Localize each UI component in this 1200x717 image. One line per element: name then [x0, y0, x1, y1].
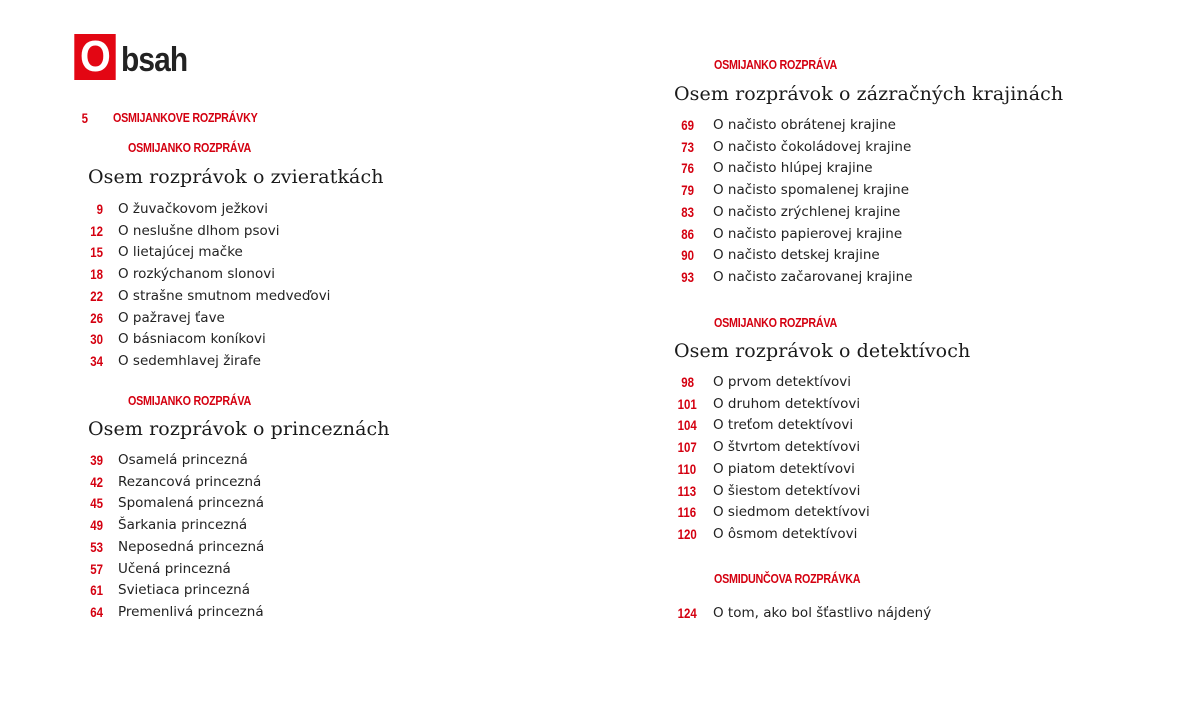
page-number: 61 [90, 582, 103, 599]
toc-list [674, 602, 931, 624]
toc-entry[interactable] [73, 242, 330, 264]
toc-entry[interactable] [674, 480, 870, 502]
toc-entry[interactable] [674, 393, 870, 415]
toc-entry[interactable] [674, 179, 913, 201]
toc-entry[interactable] [73, 601, 264, 623]
entry-title: O neslušne dlhom psovi [118, 222, 280, 239]
toc-entry[interactable] [674, 415, 870, 437]
entry-title: O tom, ako bol šťastlivo nájdený [713, 604, 932, 621]
toc-entry[interactable] [73, 471, 264, 493]
toc-list [73, 198, 330, 372]
entry-title: O načisto hlúpej krajine [713, 160, 873, 177]
toc-entry[interactable] [73, 329, 330, 351]
toc-entry[interactable] [674, 602, 931, 624]
page-number: 45 [90, 495, 103, 512]
page-number: 12 [90, 222, 103, 239]
page-number: 39 [90, 451, 103, 468]
section-title: Osem rozprávok o zázračných krajinách [674, 83, 1064, 105]
page-number: 124 [677, 604, 697, 621]
page-number: 93 [681, 269, 694, 286]
entry-title: O siedmom detektívovi [713, 504, 870, 521]
toc-entry[interactable] [73, 307, 330, 329]
entry-title: O načisto spomalenej krajine [713, 182, 910, 199]
entry-title: O žuvačkovom ježkovi [118, 200, 269, 217]
entry-title: O načisto papierovej krajine [713, 225, 903, 242]
page-number: 110 [677, 460, 697, 477]
page-number: 30 [90, 331, 103, 348]
title-rest: bsah [121, 41, 188, 79]
page-number: 9 [96, 200, 103, 217]
page-number: 42 [90, 473, 103, 490]
entry-title: Spomalená princezná [118, 495, 265, 512]
toc-entry[interactable] [73, 558, 264, 580]
page-number: 116 [677, 504, 697, 521]
entry-title: O rozkýchanom slonovi [118, 266, 275, 283]
page-number: 79 [681, 182, 694, 199]
section-label: OSMIJANKO ROZPRÁVA [128, 394, 251, 408]
entry-title: O šiestom detektívovi [713, 482, 861, 499]
toc-entry[interactable] [674, 136, 913, 158]
page-number: 113 [677, 482, 697, 499]
intro-entry [58, 107, 281, 129]
toc-list [73, 449, 264, 623]
page-number: 5 [81, 109, 88, 126]
page-number: 107 [677, 439, 697, 456]
section-title: Osem rozprávok o detektívoch [674, 340, 971, 362]
page-number: 69 [681, 116, 694, 133]
toc-entry[interactable] [674, 245, 913, 267]
toc-entry[interactable] [674, 158, 913, 180]
toc-entry[interactable] [674, 436, 870, 458]
page-number: 90 [681, 247, 694, 264]
toc-entry[interactable] [73, 493, 264, 515]
page-number: 73 [681, 138, 694, 155]
toc-entry[interactable] [73, 198, 330, 220]
toc-entry[interactable] [674, 266, 913, 288]
title-initial-box: O [74, 34, 115, 80]
page-number: 83 [681, 203, 694, 220]
page-number: 101 [677, 395, 697, 412]
entry-title: O načisto detskej krajine [713, 247, 880, 264]
entry-title: Šarkania princezná [118, 517, 248, 534]
section-label: OSMIJANKO ROZPRÁVA [714, 58, 837, 72]
section-title: Osem rozprávok o princeznách [88, 418, 390, 440]
section-title: Osem rozprávok o zvieratkách [88, 166, 384, 188]
entry-title: O načisto zrýchlenej krajine [713, 203, 901, 220]
entry-title: O druhom detektívovi [713, 395, 861, 412]
toc-entry[interactable] [58, 107, 281, 129]
toc-entry[interactable] [674, 523, 870, 545]
entry-title: O štvrtom detektívovi [713, 439, 861, 456]
entry-title: O treťom detektívovi [713, 417, 854, 434]
toc-list [674, 114, 913, 288]
entry-title: O prvom detektívovi [713, 373, 852, 390]
toc-entry[interactable] [73, 536, 264, 558]
page-number: 104 [677, 417, 697, 434]
toc-entry[interactable] [73, 449, 264, 471]
page-number: 22 [90, 287, 103, 304]
toc-list [674, 371, 870, 545]
toc-entry[interactable] [73, 514, 264, 536]
entry-title: Osamelá princezná [118, 451, 248, 468]
entry-title: OSMIJANKOVE ROZPRÁVKY [113, 110, 258, 125]
entry-title: O sedemhlavej žirafe [118, 353, 261, 370]
toc-entry[interactable] [674, 114, 913, 136]
toc-entry[interactable] [674, 502, 870, 524]
entry-title: O načisto obrátenej krajine [713, 116, 896, 133]
toc-entry[interactable] [73, 263, 330, 285]
toc-entry[interactable] [674, 201, 913, 223]
entry-title: Premenlivá princezná [118, 604, 264, 621]
entry-title: Rezancová princezná [118, 473, 262, 490]
page-number: 18 [90, 266, 103, 283]
entry-title: O načisto čokoládovej krajine [713, 138, 912, 155]
page-number: 86 [681, 225, 694, 242]
page-number: 76 [681, 160, 694, 177]
section-label: OSMIDUNČOVA ROZPRÁVKA [714, 572, 861, 586]
entry-title: O pažravej ťave [118, 309, 225, 326]
entry-title: O básniacom koníkovi [118, 331, 266, 348]
page-number: 57 [90, 560, 103, 577]
entry-title: Neposedná princezná [118, 538, 265, 555]
toc-entry[interactable] [73, 350, 330, 372]
toc-entry[interactable] [73, 285, 330, 307]
toc-entry[interactable] [674, 458, 870, 480]
page-number: 120 [677, 526, 697, 543]
toc-entry[interactable] [674, 223, 913, 245]
page-title [72, 34, 196, 80]
entry-title: O ôsmom detektívovi [713, 526, 858, 543]
section-label: OSMIJANKO ROZPRÁVA [128, 141, 251, 155]
entry-title: O načisto začarovanej krajine [713, 269, 913, 286]
page-number: 15 [90, 244, 103, 261]
toc-entry[interactable] [674, 371, 870, 393]
entry-title: Svietiaca princezná [118, 582, 250, 599]
page-number: 53 [90, 538, 103, 555]
page-number: 34 [90, 353, 103, 370]
page-number: 98 [681, 373, 694, 390]
page-number: 64 [90, 604, 103, 621]
toc-entry[interactable] [73, 580, 264, 602]
entry-title: O piatom detektívovi [713, 460, 855, 477]
page-number: 26 [90, 309, 103, 326]
page-number: 49 [90, 517, 103, 534]
entry-title: O lietajúcej mačke [118, 244, 243, 261]
entry-title: Učená princezná [118, 560, 231, 577]
entry-title: O strašne smutnom medveďovi [118, 287, 331, 304]
toc-entry[interactable] [73, 220, 330, 242]
section-label: OSMIJANKO ROZPRÁVA [714, 316, 837, 330]
